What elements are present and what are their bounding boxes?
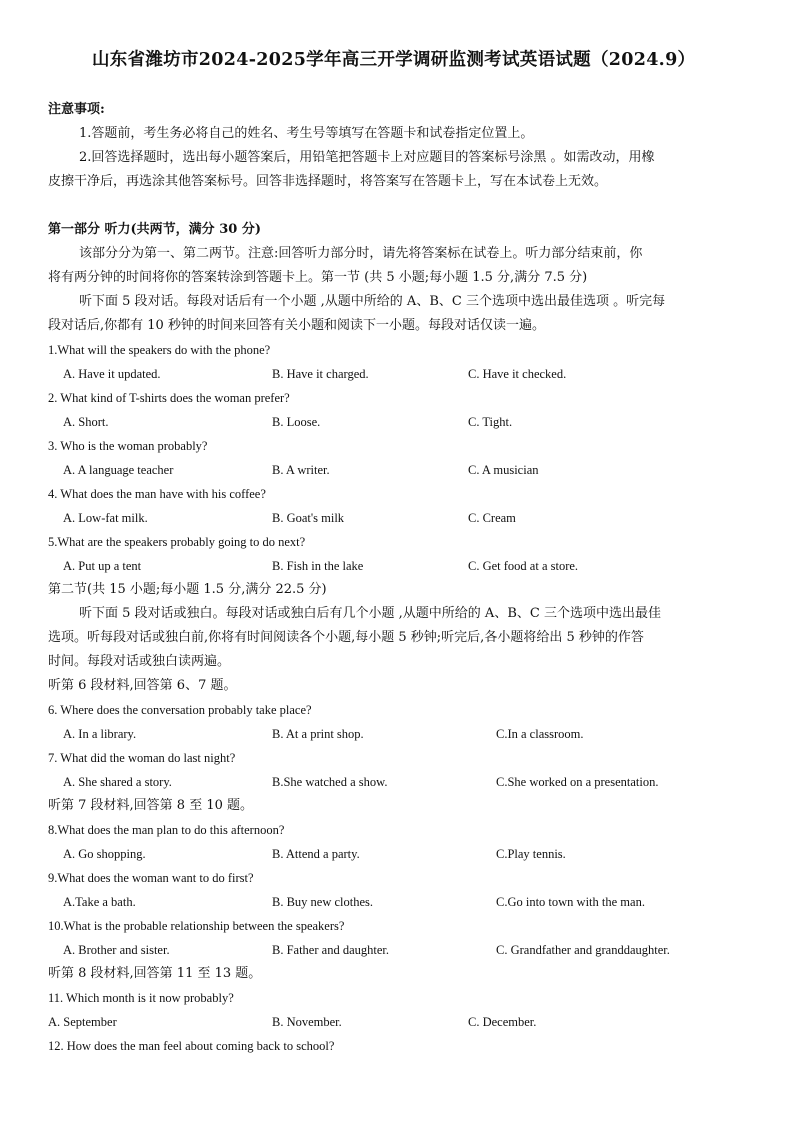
q10-option-c: C. Grandfather and granddaughter. xyxy=(496,943,670,957)
section2-instructions: 听下面 5 段对话或独白。每段对话或独白后有几个小题 ,从题中所给的 A、B、C 三个选项中选出最佳 xyxy=(79,606,661,621)
q7-option-a: A. She shared a story. xyxy=(63,775,172,789)
q1-option-b: B. Have it charged. xyxy=(272,367,369,381)
section1-instructions: 听下面 5 段对话。每段对话后有一个小题 ,从题中所给的 A、B、C 三个选项中选出最佳选项 。听完每 xyxy=(79,294,666,309)
q4-option-c: C. Cream xyxy=(468,511,516,525)
question-9: 9.What does the woman want to do first? xyxy=(48,871,254,885)
q10-option-a: A. Brother and sister. xyxy=(63,943,170,957)
material-6-label: 听第 6 段材料,回答第 6、7 题。 xyxy=(48,678,237,693)
q4-option-a: A. Low-fat milk. xyxy=(63,511,148,525)
question-2: 2. What kind of T-shirts does the woman prefer? xyxy=(48,391,290,405)
question-7: 7. What did the woman do last night? xyxy=(48,751,236,765)
question-4: 4. What does the man have with his coffee? xyxy=(48,487,266,501)
part1-heading: 第一部分 听力(共两节，满分 30 分) xyxy=(48,222,261,237)
q6-option-c: C.In a classroom. xyxy=(496,727,584,741)
notice-heading: 注意事项: xyxy=(48,102,105,117)
notice-item-2-cont: 皮擦干净后，再选涂其他答案标号。回答非选择题时，将答案写在答题卡上，写在本试卷上无效。 xyxy=(48,174,608,189)
q8-option-b: B. Attend a party. xyxy=(272,847,360,861)
section2-instructions-end: 时间。每段对话或独白读两遍。 xyxy=(48,654,231,669)
q5-option-b: B. Fish in the lake xyxy=(272,559,364,573)
q3-option-a: A. A language teacher xyxy=(63,463,174,477)
q11-option-c: C. December. xyxy=(468,1015,537,1029)
material-8-label: 听第 8 段材料,回答第 11 至 13 题。 xyxy=(48,966,262,981)
question-5: 5.What are the speakers probably going to do next? xyxy=(48,535,306,549)
q9-option-c: C.Go into town with the man. xyxy=(496,895,645,909)
q8-option-c: C.Play tennis. xyxy=(496,847,566,861)
question-10: 10.What is the probable relationship between the speakers? xyxy=(48,919,345,933)
question-6: 6. Where does the conversation probably take place? xyxy=(48,703,312,717)
q7-option-c: C.She worked on a presentation. xyxy=(496,775,659,789)
exam-title: 山东省潍坊市2024-2025学年高三开学调研监测考试英语试题（2024.9） xyxy=(92,50,696,70)
q2-option-a: A. Short. xyxy=(63,415,109,429)
question-1: 1.What will the speakers do with the phone? xyxy=(48,343,271,357)
q4-option-b: B. Goat's milk xyxy=(272,511,345,525)
question-12: 12. How does the man feel about coming back to school? xyxy=(48,1039,335,1053)
q3-option-c: C. A musician xyxy=(468,463,539,477)
section1-instructions-cont: 段对话后,你都有 10 秒钟的时间来回答有关小题和阅读下一小题。每段对话仅读一遍。 xyxy=(48,318,545,333)
q9-option-b: B. Buy new clothes. xyxy=(272,895,374,909)
question-3: 3. Who is the woman probably? xyxy=(48,439,208,453)
q1-option-a: A. Have it updated. xyxy=(63,367,161,381)
q2-option-c: C. Tight. xyxy=(468,415,513,429)
material-7-label: 听第 7 段材料,回答第 8 至 10 题。 xyxy=(48,798,254,813)
question-8: 8.What does the man plan to do this afternoon? xyxy=(48,823,285,837)
q3-option-b: B. A writer. xyxy=(272,463,330,477)
q5-option-c: C. Get food at a store. xyxy=(468,559,579,573)
part1-intro-cont: 将有两分钟的时间将你的答案转涂到答题卡上。第一节 (共 5 小题;每小题 1.5 分,满分 7.5 分) xyxy=(48,270,588,285)
notice-item-2: 2.回答选择题时，选出每小题答案后，用铅笔把答题卡上对应题目的答案标号涂黑 。如需改动，用橡 xyxy=(79,150,655,165)
q6-option-a: A. In a library. xyxy=(63,727,137,741)
q10-option-b: B. Father and daughter. xyxy=(272,943,389,957)
section2-heading: 第二节(共 15 小题;每小题 1.5 分,满分 22.5 分) xyxy=(48,582,327,597)
q1-option-c: C. Have it checked. xyxy=(468,367,567,381)
section2-instructions-cont: 选项。听每段对话或独白前,你将有时间阅读各个小题,每小题 5 秒钟;听完后,各小题将给出 5 秒钟的作答 xyxy=(48,630,644,645)
part1-intro: 该部分分为第一、第二两节。注意:回答听力部分时，请先将答案标在试卷上。听力部分结束前，你 xyxy=(79,246,643,261)
question-11: 11. Which month is it now probably? xyxy=(48,991,234,1005)
q11-option-b: B. November. xyxy=(272,1015,342,1029)
q7-option-b: B.She watched a show. xyxy=(272,775,388,789)
q11-option-a: A. September xyxy=(48,1015,117,1029)
q5-option-a: A. Put up a tent xyxy=(63,559,142,573)
q9-option-a: A.Take a bath. xyxy=(63,895,136,909)
notice-item-1: 1.答题前，考生务必将自己的姓名、考生号等填写在答题卡和试卷指定位置上。 xyxy=(79,126,534,141)
q2-option-b: B. Loose. xyxy=(272,415,321,429)
q6-option-b: B. At a print shop. xyxy=(272,727,364,741)
q8-option-a: A. Go shopping. xyxy=(63,847,146,861)
